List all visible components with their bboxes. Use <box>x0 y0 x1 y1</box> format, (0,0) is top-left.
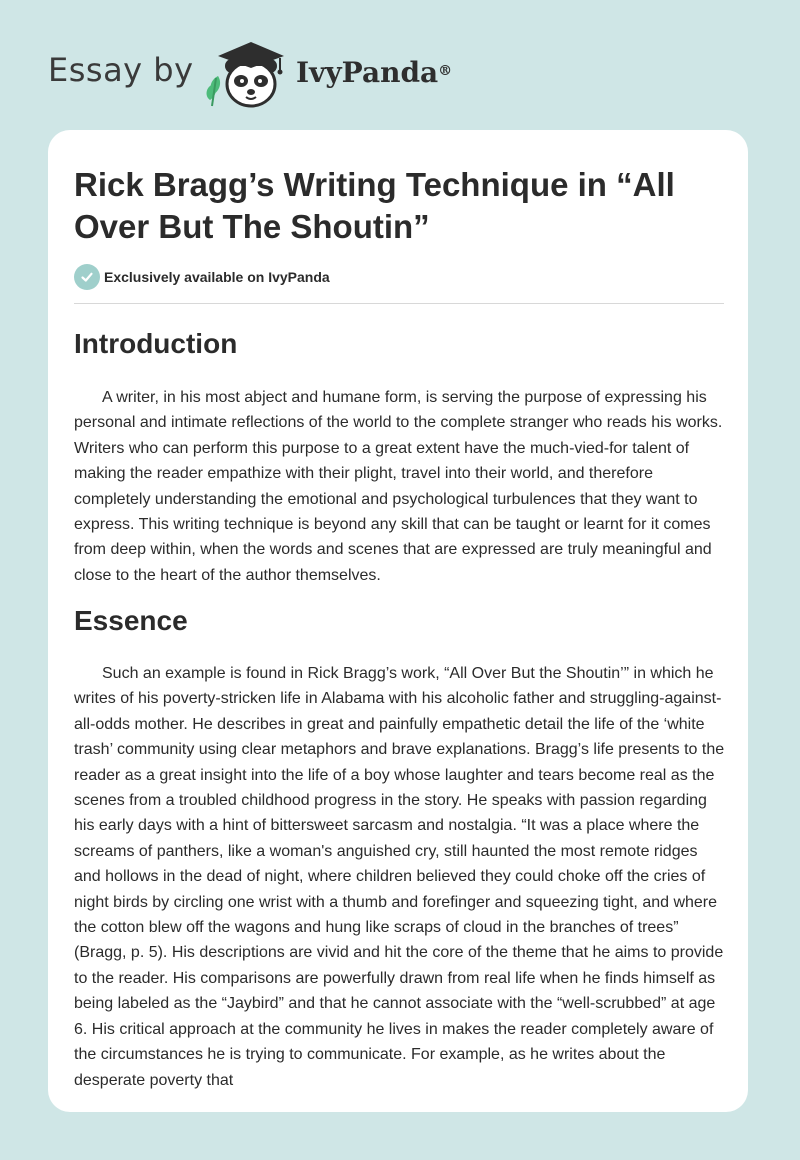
essay-by-label: Essay by <box>48 51 194 89</box>
section-heading-introduction: Introduction <box>74 328 238 359</box>
panda-graduate-icon <box>202 36 290 112</box>
leaf-icon <box>207 76 221 106</box>
check-icon <box>74 264 100 290</box>
article-title: Rick Bragg’s Writing Technique in “All Over But The Shoutin” <box>74 166 675 245</box>
essence-paragraph: Such an example is found in Rick Bragg’s work, “All Over But the Shoutin’” in which he writes of his poverty-stricken life in Alabama with his alcoholic father and struggling-against-all-odds mother. He describes in great and painfully empathetic detail the life of the ‘white trash’ community using clear metaphors and brave explanations. Bragg’s life presents to the reader as a great insight into the life of a boy whose laughter and tears become real as the scenes from a troubled childhood progress in the story. He speaks with passion regarding his early days with a hint of bittersweet sarcasm and nostalgia. “It was a place where the screams of panthers, like a woman's anguished cry, still haunted the most remote ridges and hollows in the dead of night, where children believed they could choke off the cries of night birds by circling one wrist with a thumb and forefinger and squeezing tight, and where the cotton blew off the wagons and hung like scraps of cloud in the branches of trees” (Bragg, p. 5). His descriptions are vivid and hit the core of the theme that he aims to provide to the reader. His comparisons are powerfully drawn from real life when he finds himself as being labeled as the “Jaybird” and that he cannot associate with the “well-scrubbed” at age 6. His critical approach at the community he lives in makes the reader completely aware of the circumstances he is trying to communicate. For example, as he writes about the desperate poverty that <box>74 665 725 1089</box>
badge-text: Exclusively available on IvyPanda <box>104 269 330 285</box>
registered-mark: ® <box>438 63 453 79</box>
article-card <box>48 130 748 1112</box>
divider <box>74 303 724 304</box>
introduction-paragraph: A writer, in his most abject and humane form, is serving the purpose of expressing his personal and intimate reflections of the world to the complete stranger who reads his works. Writers who can perform this purpose to a great extent have the much-vied-for talent of making the reader empathize with their plight, travel into their world, and therefore completely understanding the emotional and psychological turbulences that they want to express. This writing technique is beyond any skill that can be taught or learnt for it comes from deep within, when the words and scenes that are expressed are truly meaningful and close to the heart of the author themselves. <box>74 389 723 584</box>
section-heading-essence: Essence <box>74 605 188 636</box>
exclusive-badge <box>74 264 330 290</box>
brand-name: IvyPanda® <box>296 56 453 89</box>
site-header <box>0 0 800 130</box>
